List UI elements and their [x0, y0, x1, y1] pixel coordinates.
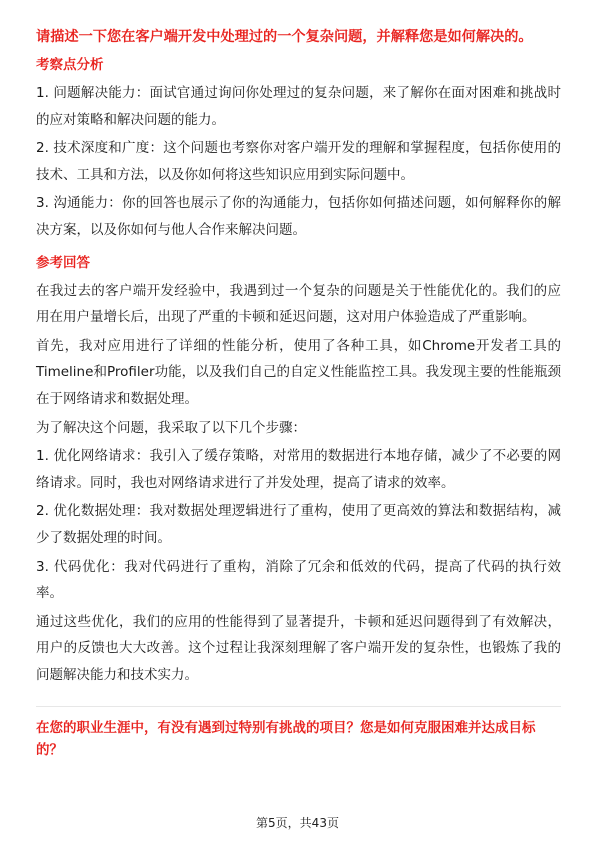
answer-paragraph: 2. 优化数据处理：我对数据处理逻辑进行了重构，使用了更高效的算法和数据结构，减少了数据处理的时间。 [36, 503, 561, 546]
next-question-title: 在您的职业生涯中，有没有遇到过特别有挑战的项目？您是如何克服困难并达成目标的？ [36, 720, 536, 759]
document-page [36, 26, 561, 761]
analysis-item: 1. 问题解决能力：面试官通过询问你处理过的复杂问题，来了解你在面对困难和挑战时的应对策略和解决问题的能力。 [36, 85, 561, 128]
answer-paragraph: 为了解决这个问题，我采取了以下几个步骤： [36, 419, 306, 436]
page-footer: 第5页，共43页 [256, 816, 339, 830]
question-title: 请描述一下您在客户端开发中处理过的一个复杂问题，并解释您是如何解决的。 [36, 29, 533, 45]
answer-paragraph: 3. 代码优化：我对代码进行了重构，消除了冗余和低效的代码，提高了代码的执行效率。 [36, 558, 561, 602]
reference-answer-section [36, 252, 561, 689]
answer-paragraph: 1. 优化网络请求：我引入了缓存策略，对常用的数据进行本地存储，减少了不必要的网络请求。同时，我也对网络请求进行了并发处理，提高了请求的效率。 [36, 448, 561, 491]
analysis-heading: 考察点分析 [36, 57, 104, 73]
analysis-item: 3. 沟通能力：你的回答也展示了你的沟通能力，包括你如何描述问题，如何解释你的解决方案，以及你如何与他人合作来解决问题。 [36, 195, 561, 238]
reference-heading: 参考回答 [36, 254, 90, 271]
answer-paragraph: 在我过去的客户端开发经验中，我遇到过一个复杂的问题是关于性能优化的。我们的应用在用户量增长后，出现了严重的卡顿和延迟问题，这对用户体验造成了严重影响。 [36, 282, 561, 326]
answer-paragraph: 首先，我对应用进行了详细的性能分析，使用了各种工具，如Chrome开发者工具的Timeline和Profiler功能，以及我们自己的自定义性能监控工具。我发现主要的性能瓶颈在于网络请求和数据处理。 [36, 337, 561, 407]
answer-paragraph: 通过这些优化，我们的应用的性能得到了显著提升，卡顿和延迟问题得到了有效解决，用户的反馈也大大改善。这个过程让我深刻理解了客户端开发的复杂性，也锻炼了我的问题解决能力和技术实力。 [36, 613, 561, 683]
section-divider [36, 706, 561, 707]
analysis-section [36, 54, 561, 244]
analysis-item: 2. 技术深度和广度：这个问题也考察你对客户端开发的理解和掌握程度，包括你使用的技术、工具和方法，以及你如何将这些知识应用到实际问题中。 [36, 140, 561, 183]
